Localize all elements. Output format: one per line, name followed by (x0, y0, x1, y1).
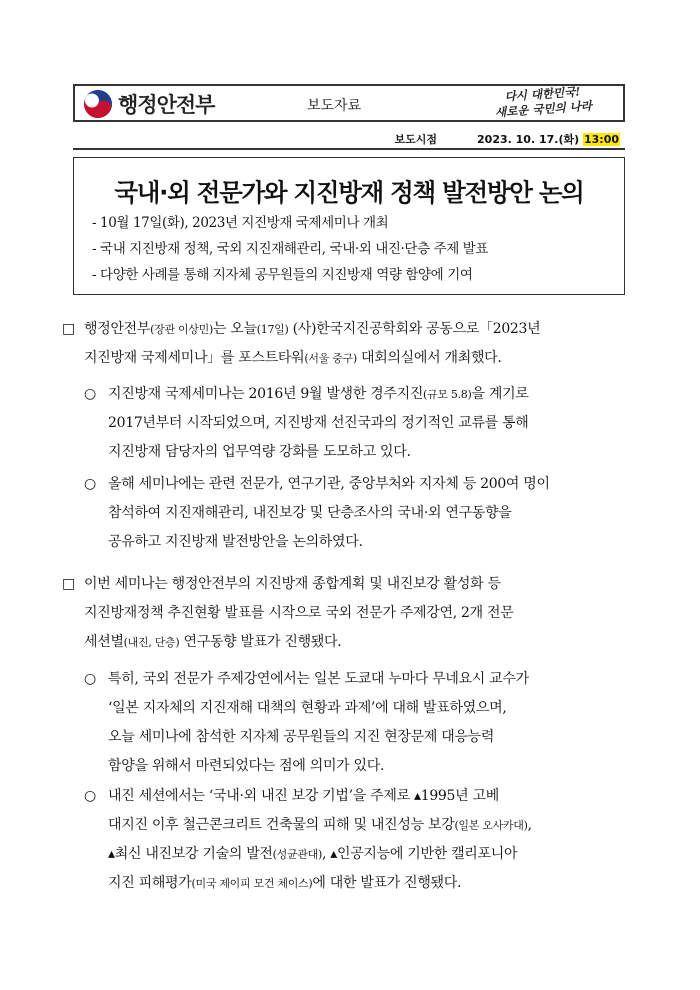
release-date: 2023. 10. 17.(화) (477, 133, 580, 146)
p4-line-2: 지진방재정책 추진현황 발표를 시작으로 국외 전문가 주제강연, 2개 전문 (84, 605, 514, 621)
summary-box (73, 157, 625, 295)
release-time (395, 131, 620, 147)
p1-text: 는 오늘 (212, 321, 257, 337)
p3-line-1: 올해 세미나에는 관련 전문가, 연구기관, 중앙부처와 지자체 등 200여 명이 (108, 476, 550, 492)
p6-text: 대지진 이후 철근콘크리트 건축물의 피해 및 내진성능 보강 (108, 817, 455, 833)
p1-note: (서울 중구) (304, 352, 357, 365)
p4-text: 세션별 (84, 634, 124, 650)
p3-line-3: 공유하고 지진방재 발전방안을 논의하였다. (108, 534, 363, 550)
p1-note: (장관 이상민) (150, 323, 213, 336)
p6-text: , ▴인공지능에 기반한 캘리포니아 (321, 846, 518, 862)
slogan (482, 83, 604, 121)
p6-text: ▴최신 내진보강 기술의 발전 (108, 846, 273, 862)
release-hour: 13:00 (583, 133, 619, 146)
p6-note: (성균관대) (272, 848, 322, 861)
circle-bullet-icon: ○ (84, 476, 96, 492)
paragraph-2 (84, 380, 529, 467)
p1-text: 행정안전부 (84, 321, 151, 337)
p6-text: 에 대한 발표가 진행됐다. (312, 875, 462, 891)
circle-bullet-icon: ○ (84, 788, 96, 804)
p3-line-2: 참석하여 지진재해관리, 내진보강 및 단층조사의 국내·외 연구동향을 (108, 505, 512, 521)
doc-type-label: 보도자료 (307, 98, 362, 114)
summary-point-1: - 10월 17일(화), 2023년 지진방재 국제세미나 개최 (92, 215, 389, 231)
p6-note: (미국 제이피 모건 체이스) (191, 877, 313, 890)
paragraph-5 (84, 665, 529, 781)
p4-line-3 (62, 628, 513, 657)
p5-line-4: 함양을 위해서 마련되었다는 점에 의미가 있다. (108, 758, 385, 774)
slogan-line-1: 다시 대한민국! (504, 84, 581, 104)
release-label: 보도시점 (394, 133, 438, 146)
p1-note: (17일) (256, 323, 289, 336)
paragraph-3 (84, 470, 550, 557)
ministry-logo (83, 89, 214, 119)
paragraph-4 (62, 570, 513, 657)
p6-text: , (527, 817, 532, 833)
p6-note: (일본 오사카대) (454, 819, 528, 832)
p1-text: 대회의실에서 개최했다. (356, 350, 502, 366)
p1-text: 지진방재 국제세미나」를 포스트타워 (84, 350, 305, 366)
p2-text: 지진방재 국제세미나는 2016년 9월 발생한 경주지진 (108, 386, 424, 402)
p2-line-1 (84, 380, 529, 409)
p6-line-3 (84, 840, 532, 869)
p2-text: 을 계기로 (471, 386, 529, 402)
taegeuk-icon (83, 89, 113, 119)
square-bullet-icon: □ (62, 321, 75, 337)
summary-point-2: - 국내 지진방재 정책, 국외 지진재해관리, 국내·외 내진·단층 주제 발표 (92, 241, 489, 257)
paragraph-1 (62, 315, 540, 373)
circle-bullet-icon: ○ (84, 671, 96, 687)
p1-text: (사)한국지진공학회와 공동으로「2023년 (288, 321, 541, 337)
p2-line-3: 지진방재 담당자의 업무역량 강화를 도모하고 있다. (108, 444, 411, 460)
p4-note: (내진, 단층) (123, 636, 180, 649)
p5-line-3: 오늘 세미나에 참석한 지자체 공무원들의 지진 현장문제 대응능력 (108, 729, 495, 745)
p5-line-1: 특히, 국외 전문가 주제강연에서는 일본 도쿄대 누마다 무네요시 교수가 (108, 671, 529, 687)
p5-line-2: ‘일본 지자체의 지진재해 대책의 현황과 과제’에 대해 발표하였으며, (108, 700, 507, 716)
p6-line-4 (84, 869, 532, 898)
headline: 국내·외 전문가와 지진방재 정책 발전방안 논의 (114, 178, 584, 207)
p1-line-1 (62, 315, 540, 344)
divider (73, 148, 625, 150)
org-name: 행정안전부 (118, 93, 215, 117)
p2-line-2: 2017년부터 시작되었으며, 지진방재 선진국과의 정기적인 교류를 통해 (108, 415, 529, 431)
slogan-line-2: 새로운 국민의 나라 (494, 98, 593, 120)
p6-line-1: 내진 세션에서는 ‘국내·외 내진 보강 기법’을 주제로 ▴1995년 고베 (108, 788, 499, 804)
circle-bullet-icon: ○ (84, 386, 96, 402)
letterhead (73, 84, 625, 122)
paragraph-6 (84, 782, 532, 898)
p6-line-2 (84, 811, 532, 840)
square-bullet-icon: □ (62, 576, 75, 592)
summary-point-3: - 다양한 사례를 통해 지자체 공무원들의 지진방재 역량 함양에 기여 (92, 267, 473, 283)
p6-text: 지진 피해평가 (108, 875, 192, 891)
p4-line-1: 이번 세미나는 행정안전부의 지진방재 종합계획 및 내진보강 활성화 등 (84, 576, 501, 592)
p1-line-2 (62, 344, 540, 373)
p4-text: 연구동향 발표가 진행됐다. (179, 634, 342, 650)
p2-note: (규모 5.8) (423, 388, 472, 401)
